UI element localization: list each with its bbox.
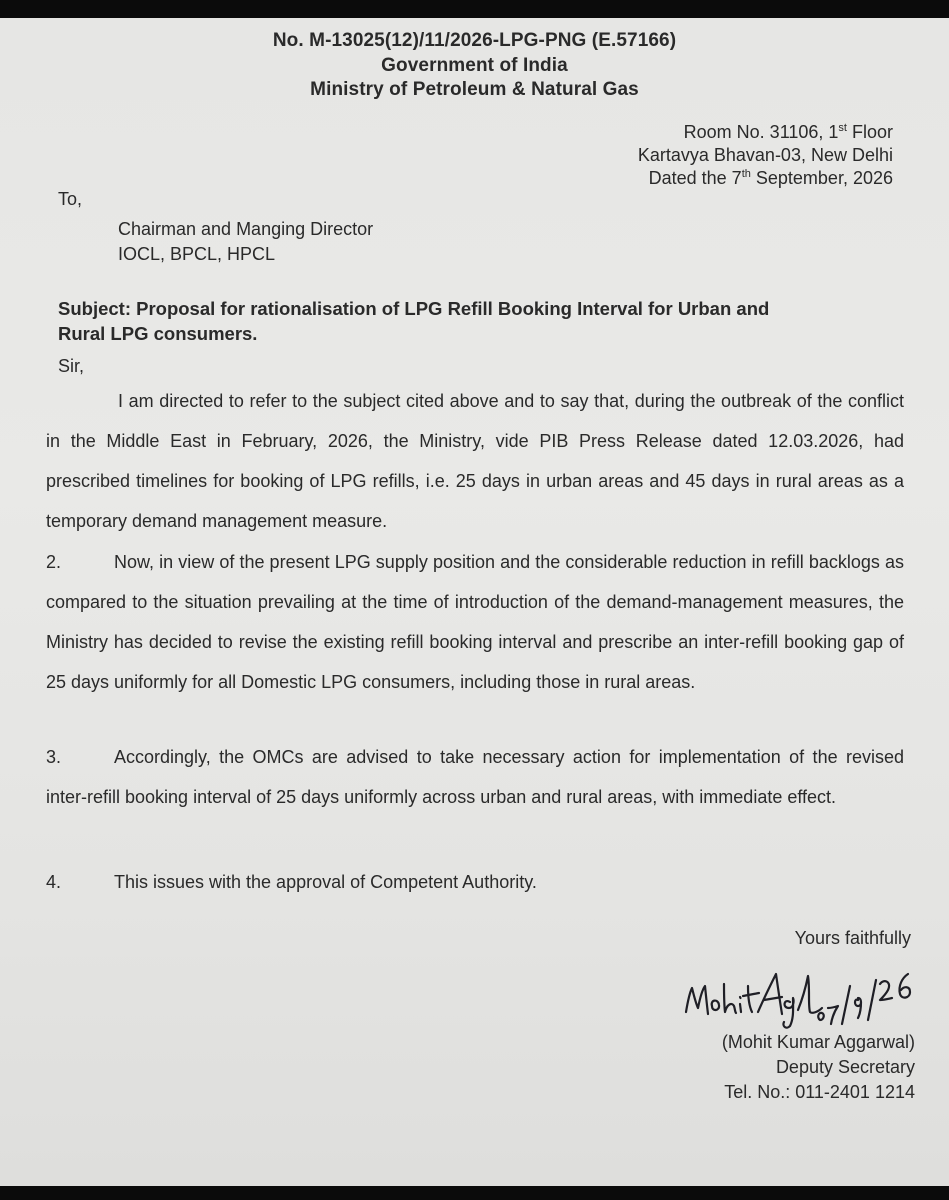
sig-stroke-7 [828, 1006, 838, 1024]
paragraph-4 [46, 862, 904, 902]
sig-stroke-slash-2 [868, 980, 876, 1020]
address-block [638, 121, 893, 190]
salutation: Sir, [58, 356, 85, 376]
signatory-block [722, 1030, 915, 1105]
paragraph-4-number: 4. [46, 872, 62, 892]
paragraph-1 [46, 381, 904, 541]
government-heading: Government of India [381, 55, 568, 76]
subject-line-2: Rural LPG consumers. [58, 323, 258, 344]
sig-stroke-g [783, 998, 793, 1028]
paragraph-2-number: 2. [46, 552, 62, 572]
signatory-phone: Tel. No.: 011-2401 1214 [724, 1082, 915, 1102]
recipient-title: Chairman and Manging Director [118, 219, 374, 239]
file-number: No. M-13025(12)/11/2026-LPG-PNG (E.57166) [272, 30, 677, 51]
sig-stroke-t [743, 986, 759, 1012]
sig-stroke-h [724, 984, 736, 1013]
ministry-heading: Ministry of Petroleum & Natural Gas [310, 79, 639, 100]
sig-stroke-2 [880, 981, 892, 1000]
sig-stroke-m [686, 986, 708, 1014]
room-line: Room No. 31106, 1st Floor [683, 122, 893, 142]
paragraph-4-text: This issues with the approval of Competent Authority. [114, 872, 537, 892]
paragraph-2-text: Now, in view of the present LPG supply position and the considerable reduction in refill backlogs as compared to the situation prevailing at the time of introduction of the demand-management measures, the Ministry has decided to revise the existing refill booking interval and prescribe an inter-refill booking gap of 25 days uniformly for all Domestic LPG consumers, including those in rural areas. [46, 552, 904, 692]
building-line: Kartavya Bhavan-03, New Delhi [637, 145, 893, 165]
paragraph-3-number: 3. [46, 747, 62, 767]
date-line: Dated the 7th September, 2026 [648, 168, 893, 188]
subject-line-1: Subject: Proposal for rationalisation of LPG Refill Booking Interval for Urban and [58, 298, 770, 319]
recipient-orgs: IOCL, BPCL, HPCL [118, 244, 276, 264]
sig-stroke-slash-1 [842, 986, 850, 1024]
signatory-name: (Mohit Kumar Aggarwal) [721, 1032, 915, 1052]
paragraph-2 [46, 542, 904, 702]
sig-stroke-6 [899, 974, 910, 998]
paragraph-3-text: Accordingly, the OMCs are advised to take necessary action for implementation of the revised inter-refill booking interval of 25 days uniformly across urban and rural areas, with immediate effect. [46, 747, 904, 807]
sig-stroke-o [712, 1001, 719, 1010]
sig-stroke-0 [818, 1013, 823, 1020]
sig-stroke-a [758, 974, 782, 1014]
paragraph-1-text: I am directed to refer to the subject cited above and to say that, during the outbreak of the conflict in the Middle East in February, 2026, the Ministry, vide PIB Press Release dated 12.03.2026, had prescribed timelines for booking of LPG refills, i.e. 25 days in urban areas and 45 days in rural areas as a temporary demand management measure. [46, 391, 904, 531]
sig-stroke-l [798, 976, 822, 1013]
letter-page [0, 18, 949, 1186]
to-label: To, [58, 189, 83, 209]
handwritten-signature [672, 962, 932, 1034]
paragraph-3 [46, 737, 904, 817]
sig-stroke-i [740, 997, 741, 1012]
signatory-designation: Deputy Secretary [775, 1057, 915, 1077]
closing: Yours faithfully [794, 928, 911, 948]
sig-stroke-9 [855, 998, 861, 1018]
